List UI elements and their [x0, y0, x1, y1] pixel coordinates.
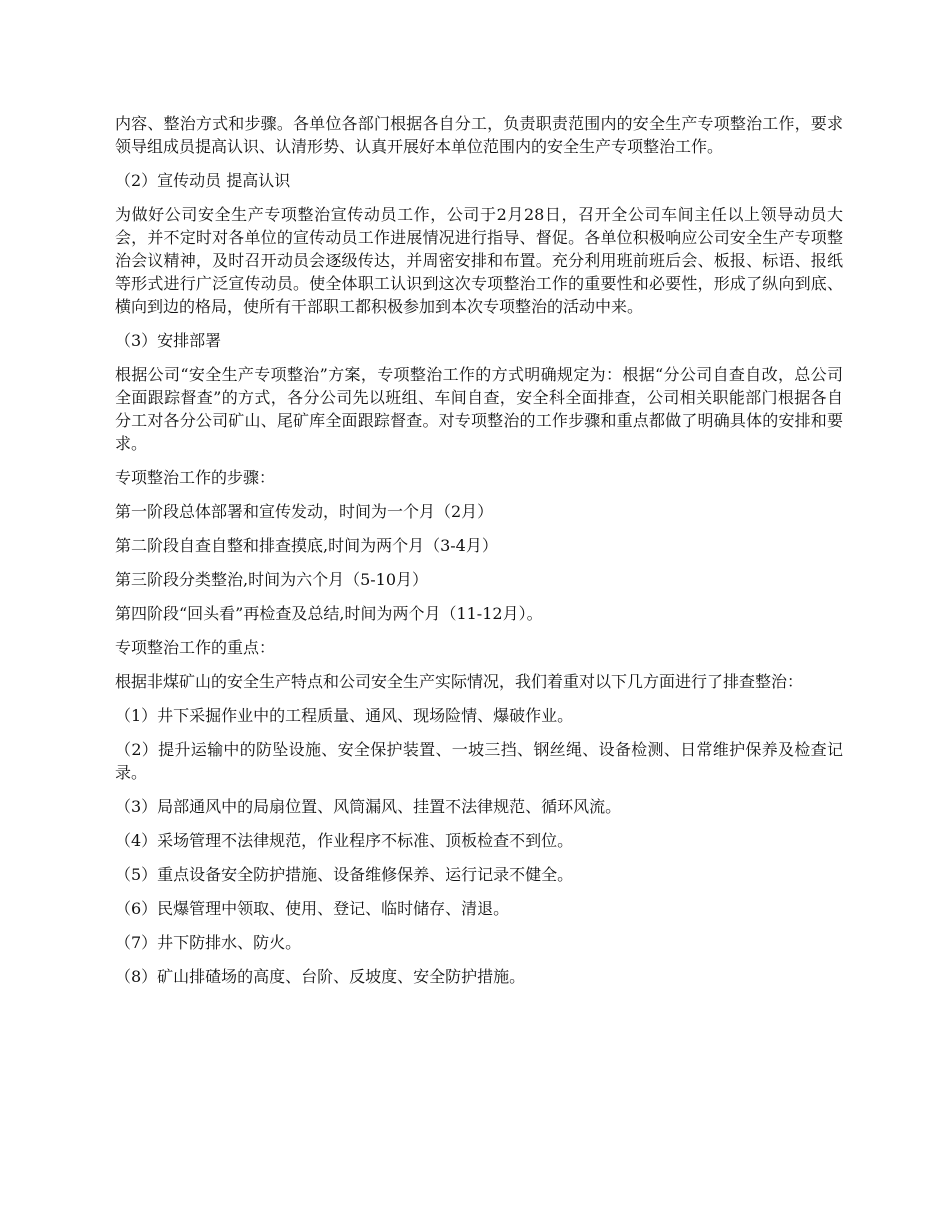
list-item: （3）局部通风中的局扇位置、风筒漏风、挂置不法律规范、循环风流。 — [115, 797, 622, 816]
list-item: 第四阶段“回头看”再检查及总结,时间为两个月（11-12月）。 — [115, 604, 543, 623]
paragraph: 根据非煤矿山的安全生产特点和公司安全生产实际情况，我们着重对以下几方面进行了排查整治： — [115, 672, 804, 691]
list-item: （2）提升运输中的防坠设施、安全保护装置、一坡三挡、钢丝绳、设备检测、日常维护保养及检查记录。 — [115, 740, 843, 782]
document-body — [115, 112, 843, 999]
list-item: 第三阶段分类整治,时间为六个月（5-10月） — [115, 570, 429, 589]
list-item: （5）重点设备安全防护措施、设备维修保养、运行记录不健全。 — [115, 865, 574, 884]
section-heading: （3）安排部署 — [115, 331, 222, 350]
list-item: （7）井下防排水、防火。 — [115, 933, 302, 952]
list-item: 第二阶段自查自整和排查摸底,时间为两个月（3-4月） — [115, 536, 498, 555]
list-item: （6）民爆管理中领取、使用、登记、临时储存、清退。 — [115, 899, 510, 918]
paragraph: 专项整治工作的重点： — [115, 638, 276, 657]
paragraph: 根据公司“安全生产专项整治”方案，专项整治工作的方式明确规定为：根据“分公司自查自改，总公司全面跟踪督查”的方式，各分公司先以班组、车间自查，安全科全面排查，公司相关职能部门根据各自分工对各分公司矿山、尾矿库全面跟踪督查。对专项整治的工作步骤和重点都做了明确具体的安排和要求。 — [115, 365, 843, 453]
paragraph: 为做好公司安全生产专项整治宣传动员工作，公司于2月28日，召开全公司车间主任以上领导动员大会，并不定时对各单位的宣传动员工作进展情况进行指导、督促。各单位积极响应公司安全生产专项整治会议精神，及时召开动员会逐级传达，并周密安排和布置。充分利用班前班后会、板报、标语、报纸等形式进行广泛宣传动员。使全体职工认识到这次专项整治工作的重要性和必要性，形成了纵向到底、横向到边的格局，使所有干部职工都积极参加到本次专项整治的活动中来。 — [115, 205, 843, 316]
paragraph: 内容、整治方式和步骤。各单位各部门根据各自分工，负责职责范围内的安全生产专项整治工作，要求领导组成员提高认识、认清形势、认真开展好本单位范围内的安全生产专项整治工作。 — [115, 114, 843, 156]
section-heading: （2）宣传动员 提高认识 — [115, 171, 291, 190]
list-item: （8）矿山排碴场的高度、台阶、反坡度、安全防护措施。 — [115, 967, 526, 986]
paragraph: 专项整治工作的步骤： — [115, 468, 276, 487]
list-item: 第一阶段总体部署和宣传发动，时间为一个月（2月） — [115, 502, 494, 521]
list-item: （4）采场管理不法律规范，作业程序不标准、顶板检查不到位。 — [115, 831, 574, 850]
list-item: （1）井下采掘作业中的工程质量、通风、现场险情、爆破作业。 — [115, 706, 574, 725]
